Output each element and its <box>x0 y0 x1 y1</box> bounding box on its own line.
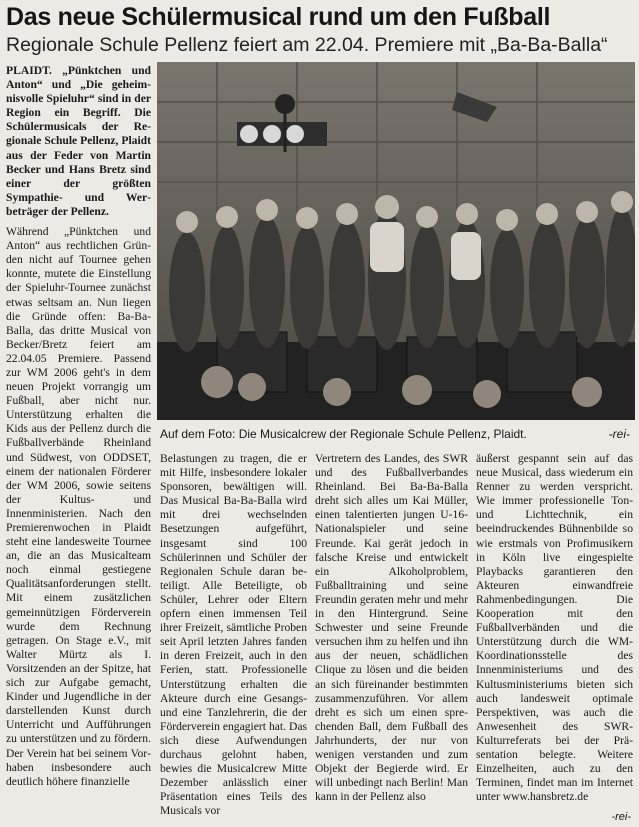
body-paragraph-4: äußerst gespannt sein auf das neue Musical, dass wiederum ein Renner zu werden verspricht. Wie immer professionelle Ton- und Lichttechnik, ein beeindruckendes Bühnenbilde so wie erstmals von Profimusikern in Köln live eingespielte Playbacks garantieren den Akteuren einwandfreie Rahmenbedingungen. Die Kooperation mit den Fußballverbänden und die Unterstützung durch die WM-Koordinationsstelle des Innenministeriums und des Kultusministeriums bieten sich auch landesweit optimale Perspektiven, was auch die Anwesenheit des SWR-Kulturreferats bei der Präsentation belegte. Weitere Einzelheiten, auch zu den Terminen, findet man im Internet unter www.hansbretz.de <box>476 452 633 804</box>
footer-credit: -rei- <box>611 811 631 823</box>
caption-credit: -rei- <box>608 427 630 441</box>
lead-paragraph: PLAIDT. „Pünktchen und Anton“ und „Die geheimnisvolle Spieluhr“ sind in der Region ein Begriff. Die Schülermusicals der Regionale Schule Pellenz, Plaidt aus der Feder von Martin Becker und Hans Bretz sind einer der größten Sympathie- und Werbeträger der Pellenz. <box>6 64 151 218</box>
body-paragraph-3: Vertretern des Landes, des SWR und des Fußballverbandes Rheinland. Bei Ba-Ba-Balla dreht sich alles um Kai Müller, einen talentierten jungen U-16-Nationalspieler und seine Freunde. Kai gerät jedoch in falsche Kreise und entwickelt ein Alkoholproblem, Fußballtraining und seine Freundin geraten mehr und mehr in den Hintergrund. Seine Schwester und seine Freunde versuchen ihm zu helfen und ihn aus der neuen, schädlichen Clique zu lösen und die beiden an sich füreinander bestimmten zusammenzuführen. Vor allem dreht es sich um einen sprechenden Ball, dem Fußball des Jahrhunderts, der nur von wenigen verstanden und zum Objekt der Begierde wird. Er will unbedingt nach Berlin! Man kann in der Pellenz also <box>315 452 468 804</box>
caption-text: Auf dem Foto: Die Musicalcrew der Regionale Schule Pellenz, Plaidt. <box>160 427 527 441</box>
column-2 <box>160 452 307 824</box>
body-paragraph-1: Während „Pünktchen und Anton“ aus rechtlichen Gründen nicht auf Tournee gehen konnte, mutete die Einstellung der Spieluhr-Tournee zunächst etwas seltsam an. Nun liegen die Gründe offen: Ba-Ba-Balla, das dritte Musical von Becker/Bretz feiert am 22.04.05 Premiere. Passend zur WM 2006 geht's in dem neuen Projekt vorrangig um Fußball, aber nicht nur. Unterstützung erhalten die Kids aus der Pellenz durch die Fußballverbände Rheinland und Südwest, von ODDSET, einem der nationalen Förderer der WM 2006, sowie seitens der Kultus- und Innenministerien. Nach den Premierenwochen in Plaidt steht eine landesweite Tournee an, die an das Musicalteam noch einmal gestiegene Qualitätsanforderungen stellt. Mit einem zusätzlichen gemeinnützigen Förderverein wurde dem Rechnung getragen. On Stage e.V., mit Walter Mürtz als I. Vorsitzenden an der Spitze, hat sich zur Aufgabe gemacht, Kinder und Jugendliche in der darstellenden Kunst durch Unterricht und Aufführungen zu unterstützen und zu fördern. Der Verein hat bei seinem Vorhaben insbesondere auch deutlich höhere finanzielle <box>6 225 151 788</box>
subheadline: Regionale Schule Pellenz feiert am 22.04. Premiere mit „Ba-Ba-Balla“ <box>6 34 608 56</box>
column-1 <box>6 64 151 826</box>
group-photo-icon <box>157 62 635 420</box>
column-4 <box>476 452 633 824</box>
column-3 <box>315 452 468 824</box>
group-photo <box>157 62 635 420</box>
body-paragraph-2: Belastungen zu tragen, die er mit Hilfe, insbesondere lokaler Sponsoren, bewältigen will. Das Musical Ba-Ba-Balla wird mit drei wechselnden Besetzungen aufgeführt, insgesamt sind 100 Schülerinnen und Schüler der Regionalen Schule daran beteiligt. Alle Beteiligte, ob Schüler, Lehrer oder Eltern opfern einen immensen Teil ihrer Freizeit, sämtliche Proben seit April letzten Jahres fanden in deren Freizeit, auch in den Ferien, statt. Professionelle Unterstützung erhalten die Akteure durch eine Gesangs- und eine Tanzlehrerin, die der Förderverein engagiert hat. Das sich diese Aufwendungen durchaus gelohnt haben, bewies die Musicalcrew Mitte Dezember anlässlich einer Präsentation eines Teils des Musicals vor <box>160 452 307 818</box>
headline: Das neue Schülermusical rund um den Fußball <box>6 3 551 31</box>
photo-caption <box>160 426 630 442</box>
